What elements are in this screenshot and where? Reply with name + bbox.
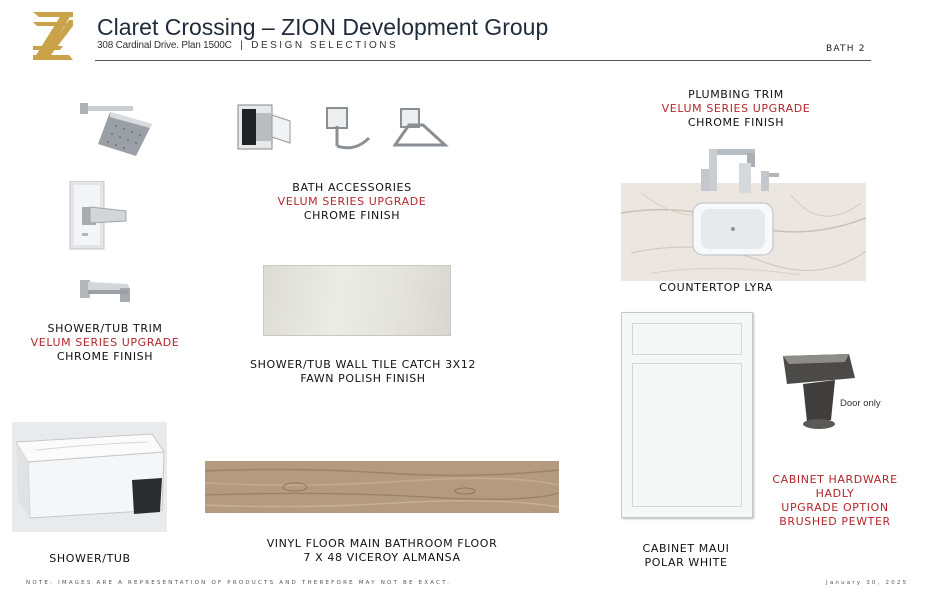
cabinet-hardware-label: CABINET HARDWARE HADLY UPGRADE OPTION BRUSHED PEWTER — [772, 473, 898, 528]
section-title: DESIGN SELECTIONS — [251, 40, 399, 51]
door-only-caption: Door only — [840, 398, 881, 409]
room-label: BATH 2 — [826, 44, 866, 54]
header-rule — [95, 60, 871, 61]
bath-accessories-label: BATH ACCESSORIES VELUM SERIES UPGRADE CHROME FINISH — [277, 181, 427, 222]
tub-spout-image — [80, 276, 136, 310]
cabinet-knob-image — [777, 350, 857, 436]
vinyl-floor-label: VINYL FLOOR MAIN BATHROOM FLOOR 7 X 48 VICEROY ALMANSA — [266, 537, 498, 564]
countertop-label: COUNTERTOP LYRA — [659, 281, 773, 294]
countertop-sink-image — [621, 143, 866, 285]
vinyl-plank-image — [205, 461, 559, 517]
robe-hook-image — [236, 103, 292, 155]
page-title: Claret Crossing – ZION Development Group — [97, 14, 549, 40]
wall-tile-label: SHOWER/TUB WALL TILE CATCH 3X12 FAWN POLISH FINISH — [250, 358, 476, 385]
cabinet-door-image — [621, 312, 753, 518]
shower-head-image — [80, 98, 155, 164]
footer-date: January 30, 2025 — [826, 580, 909, 586]
toilet-paper-holder-image — [325, 106, 375, 158]
zion-logo — [33, 12, 73, 60]
address: 308 Cardinal Drive. Plan 1500C — [97, 40, 232, 51]
bathtub-image — [12, 422, 167, 536]
cabinet-label: CABINET MAUI POLAR WHITE — [642, 542, 730, 569]
wall-tile-image — [263, 265, 451, 336]
shower-trim-label: SHOWER/TUB TRIM VELUM SERIES UPGRADE CHROME FINISH — [30, 322, 180, 363]
shower-valve-image — [68, 181, 130, 255]
towel-ring-image — [393, 107, 451, 157]
shower-tub-label: SHOWER/TUB — [49, 552, 131, 565]
plumbing-trim-label: PLUMBING TRIM VELUM SERIES UPGRADE CHROME FINISH — [661, 88, 811, 129]
separator: | — [240, 40, 243, 51]
disclaimer-note: NOTE: IMAGES ARE A REPRESENTATION OF PRODUCTS AND THEREFORE MAY NOT BE EXACT. — [26, 580, 452, 586]
page-subtitle — [97, 40, 398, 51]
